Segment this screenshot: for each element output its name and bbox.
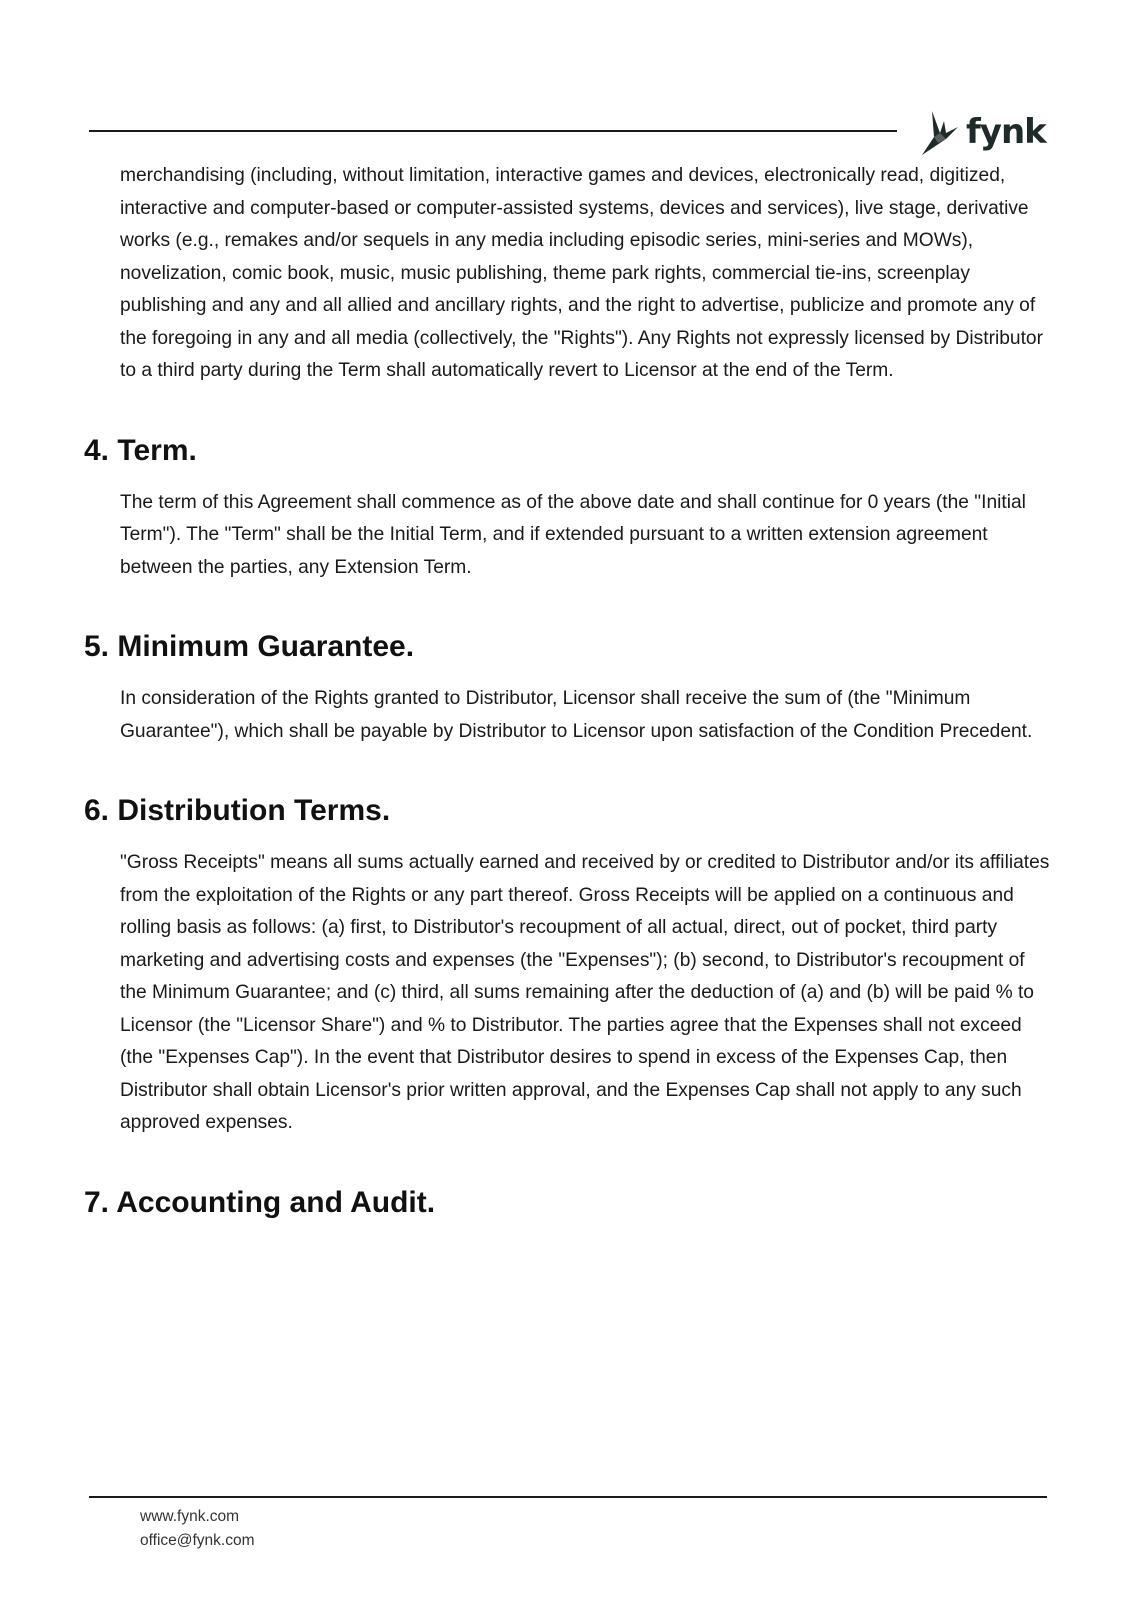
document-body [0,160,1131,1223]
section-heading-minimum-guarantee: 5. Minimum Guarantee. [84,630,415,663]
header-divider [89,130,897,132]
fynk-logo [920,104,1046,160]
footer-website: www.fynk.com [140,1508,240,1525]
rights-paragraph: merchandising (including, without limitation, interactive games and devices, electronically read, digitized, interactive and computer-based or computer-assisted systems, devices and services), live stage, derivative works (e.g., remakes and/or sequels in any media including episodic series, mini-series and MOWs), novelization, comic book, music, music publishing, theme park rights, commercial tie-ins, screenplay publishing and any and all allied and ancillary rights, and the right to advertise, publicize and promote any of the foregoing in any and all media (collectively, the "Rights"). Any Rights not expressly licensed by Distributor to a third party during the Term shall automatically revert to Licensor at the end of the Term. [120,165,1043,381]
section-heading-term: 4. Term. [84,433,197,467]
section-heading-distribution-terms: 6. Distribution Terms. [84,794,391,827]
footer-email: office@fynk.com [140,1532,255,1549]
logo-wordmark: fynk [966,112,1046,152]
distribution-terms-paragraph: "Gross Receipts" means all sums actually earned and received by or credited to Distributor and/or its affiliates from the exploitation of the Rights or any part thereof. Gross Receipts will be applied on a continuous and rolling basis as follows: (a) first, to Distributor's recoupment of all actual, direct, out of pocket, third party marketing and advertising costs and expenses (the "Expenses"); (b) second, to Distributor's recoupment of the Minimum Guarantee; and (c) third, all sums remaining after the deduction of (a) and (b) will be paid % to Licensor (the "Licensor Share") and % to Distributor. The parties agree that the Expenses shall not exceed (the "Expenses Cap"). In the event that Distributor desires to spend in excess of the Expenses Cap, then Distributor shall obtain Licensor's prior written approval, and the Expenses Cap shall not apply to any such approved expenses. [120,852,1050,1133]
section-heading-accounting-audit: 7. Accounting and Audit. [84,1185,436,1219]
term-paragraph: The term of this Agreement shall commence as of the above date and shall continue for 0 years (the "Initial Term"). The "Term" shall be the Initial Term, and if extended pursuant to a written extension agreement between the parties, any Extension Term. [120,491,1026,578]
bird-icon [920,107,960,157]
minimum-guarantee-paragraph: In consideration of the Rights granted to Distributor, Licensor shall receive the sum of (the "Minimum Guarantee"), which shall be payable by Distributor to Licensor upon satisfaction of the Condition Precedent. [120,688,1033,742]
footer-contact [140,1505,255,1553]
footer-divider [89,1496,1047,1498]
